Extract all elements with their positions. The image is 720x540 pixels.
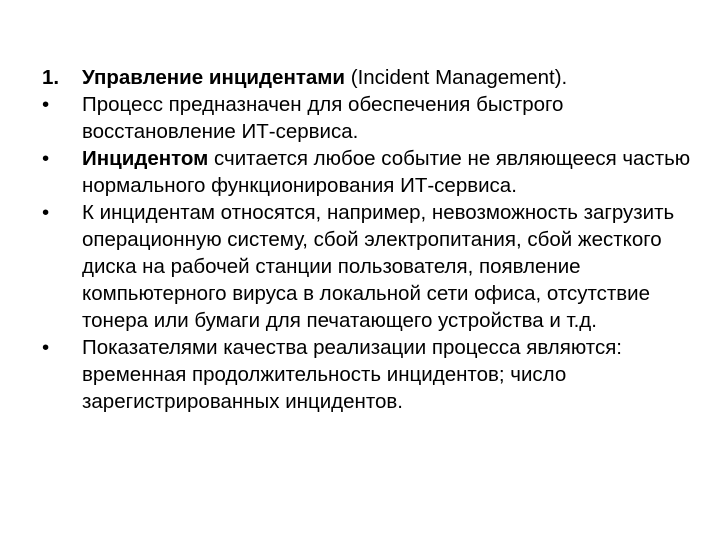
bullet-text: К инцидентам относятся, например, невозможность загрузить операционную систему, сбой электропитания, сбой жесткого диска на рабочей станции пользователя, появление компьютерного вируса в локальной сети офиса, отсутствие тонера или бумаги для печатающего устройства и т.д.: [82, 201, 675, 332]
bullet-marker: •: [42, 336, 50, 359]
bullet-item-purpose: [42, 91, 692, 145]
bullet-text: Показателями качества реализации процесса являются: временная продолжительность инцидентов; число зарегистрированных инцидентов.: [82, 336, 622, 413]
item-number: 1.: [42, 66, 60, 89]
item-heading-rest: (Incident Management).: [345, 66, 568, 89]
slide-content: [42, 64, 692, 415]
bullet-item-examples: [42, 199, 692, 334]
bullet-item-definition: [42, 145, 692, 199]
bullet-marker: •: [42, 201, 50, 224]
bullet-marker: •: [42, 93, 50, 116]
bullet-text: [82, 145, 692, 199]
item-heading-bold: Управление инцидентами: [82, 66, 346, 89]
bullet-bold-term: Инцидентом: [82, 147, 209, 170]
bullet-rest: считается любое событие не являющееся частью нормального функционирования ИТ-сервиса.: [82, 147, 691, 197]
bullet-item-metrics: [42, 334, 692, 415]
bullet-text: Процесс предназначен для обеспечения быстрого восстановление ИТ-сервиса.: [82, 93, 564, 143]
item-text: [82, 64, 692, 91]
numbered-item-1: [42, 64, 692, 91]
bullet-marker: •: [42, 147, 50, 170]
